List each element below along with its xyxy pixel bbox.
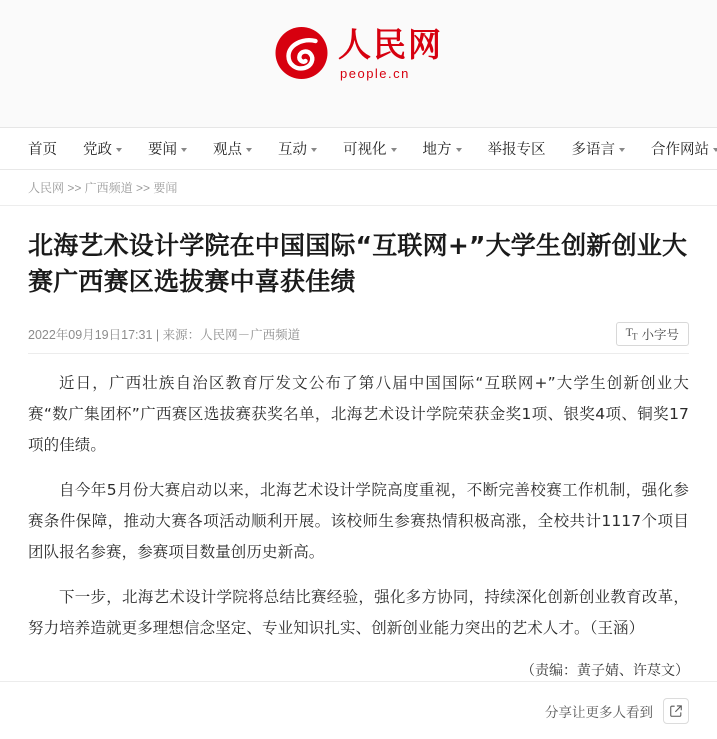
nav-item-label: 观点 <box>213 142 242 158</box>
article-paragraph: 下一步，北海艺术设计学院将总结比赛经验，强化多方协同，持续深化创新创业教育改革，努力培养造就更多理想信念坚定、专业知识扎实、创新创业能力突出的艺术人才。（王涵） <box>28 587 689 637</box>
logo-english-text: people.cn <box>340 65 410 81</box>
page-title: 北海艺术设计学院在中国国际“互联网+”大学生创新创业大赛广西赛区选拔赛中喜获佳绩 <box>28 231 688 297</box>
nav-item-label: 地方 <box>422 142 452 158</box>
chevron-down-icon <box>619 148 625 152</box>
nav-item-opinion[interactable] <box>213 138 252 159</box>
site-logo[interactable] <box>274 26 443 81</box>
nav-item-label: 合作网站 <box>651 142 709 158</box>
article-container <box>0 206 717 680</box>
nav-item-label: 要闻 <box>148 142 177 158</box>
nav-item-label: 可视化 <box>343 142 387 158</box>
chevron-down-icon <box>391 148 397 152</box>
font-size-button[interactable] <box>616 322 689 346</box>
breadcrumb-bar <box>0 170 717 206</box>
nav-item-label: 首页 <box>28 142 57 158</box>
share-bar <box>0 681 717 739</box>
nav-item-top-news[interactable] <box>148 138 187 159</box>
chevron-down-icon <box>456 148 462 152</box>
share-label: 分享让更多人看到 <box>545 704 653 721</box>
article-paragraph: 近日，广西壮族自治区教育厅发文公布了第八届中国国际“互联网+”大学生创新创业大赛“数广集团杯”广西赛区选拔赛获奖名单，北海艺术设计学院荣获金奖1项、银奖4项、铜奖17项的佳绩。 <box>28 373 689 454</box>
nav-item-party-government[interactable] <box>83 138 122 159</box>
logo-chinese-text: 人民网 <box>338 25 443 64</box>
chevron-down-icon <box>181 148 187 152</box>
nav-item-report-zone[interactable] <box>488 138 546 159</box>
nav-item-home[interactable] <box>28 138 57 159</box>
chevron-down-icon <box>713 148 717 152</box>
meta-divider <box>28 353 689 354</box>
breadcrumb[interactable]: 人民网 >> 广西频道 >> 要闻 <box>28 181 178 195</box>
nav-item-label: 多语言 <box>571 142 615 158</box>
article-paragraph: 自今年5月份大赛启动以来，北海艺术设计学院高度重视，不断完善校赛工作机制，强化参赛条件保障，推动大赛各项活动顺利开展。该校师生参赛热情积极高涨，全校共计1117个项目团队报名参赛，参赛项目数量创历史新高。 <box>28 480 689 561</box>
logo-text <box>338 25 443 81</box>
font-size-label: 小字号 <box>641 327 679 342</box>
people-cn-logo-icon <box>274 26 328 80</box>
article-meta: 2022年09月19日17:31 | 来源：人民网－广西频道 <box>28 327 301 342</box>
article-body <box>28 368 689 680</box>
nav-item-label: 互动 <box>278 142 307 158</box>
nav-item-partner-sites[interactable] <box>651 138 717 159</box>
nav-item-local[interactable] <box>423 138 462 159</box>
chevron-down-icon <box>246 148 252 152</box>
nav-item-label: 党政 <box>83 142 112 158</box>
share-external-link-icon[interactable] <box>663 698 689 724</box>
nav-item-multilingual[interactable] <box>572 138 626 159</box>
chevron-down-icon <box>311 148 317 152</box>
site-masthead <box>0 0 717 128</box>
article-meta-row <box>28 321 689 347</box>
article-editor-credit: （责编：黄子婧、许荩文） <box>521 662 689 679</box>
nav-item-visualization[interactable] <box>343 138 397 159</box>
nav-item-interaction[interactable] <box>278 138 317 159</box>
nav-item-label: 举报专区 <box>487 142 546 158</box>
main-navigation <box>0 128 717 170</box>
chevron-down-icon <box>116 148 122 152</box>
text-size-icon: $T_T$ <box>625 325 637 342</box>
